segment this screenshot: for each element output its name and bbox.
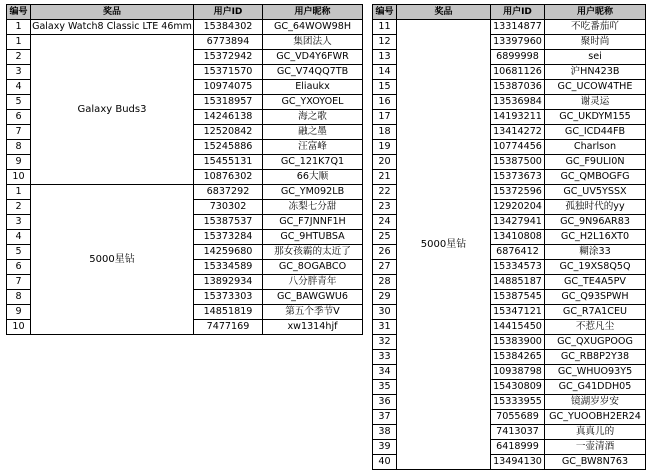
user-id-cell: 15383900 <box>491 335 545 350</box>
prize-cell: Galaxy Buds3 <box>31 35 194 185</box>
nickname-cell: GC_F7JNNF1H <box>263 215 363 230</box>
left-winners-table <box>6 4 363 335</box>
user-id-cell: 14415450 <box>491 320 545 335</box>
nickname-cell: 聚时尚 <box>545 35 646 50</box>
row-number: 32 <box>373 335 397 350</box>
user-id-cell: 12520842 <box>194 125 263 140</box>
nickname-cell: xw1314hjf <box>263 320 363 335</box>
nickname-cell: GC_H2L16XT0 <box>545 230 646 245</box>
nickname-cell: 孤独时代的yy <box>545 200 646 215</box>
nickname-cell: GC_121K7Q1 <box>263 155 363 170</box>
header-no: 编号 <box>7 5 31 20</box>
row-number: 38 <box>373 425 397 440</box>
row-number: 25 <box>373 230 397 245</box>
row-number: 6 <box>7 110 31 125</box>
row-number: 36 <box>373 395 397 410</box>
user-id-cell: 15373673 <box>491 170 545 185</box>
user-id-cell: 15384265 <box>491 350 545 365</box>
nickname-cell: GC_QXUGPOOG <box>545 335 646 350</box>
user-id-cell: 7055689 <box>491 410 545 425</box>
row-number: 20 <box>373 155 397 170</box>
row-number: 22 <box>373 185 397 200</box>
nickname-cell: GC_TE4A5PV <box>545 275 646 290</box>
row-number: 8 <box>7 290 31 305</box>
row-number: 33 <box>373 350 397 365</box>
right-header-row <box>373 5 646 20</box>
row-number: 9 <box>7 155 31 170</box>
row-number: 15 <box>373 80 397 95</box>
nickname-cell: GC_UV5YSSX <box>545 185 646 200</box>
row-number: 4 <box>7 80 31 95</box>
nickname-cell: GC_8OGABCO <box>263 260 363 275</box>
row-number: 31 <box>373 320 397 335</box>
nickname-cell: 糊涂33 <box>545 245 646 260</box>
row-number: 7 <box>7 275 31 290</box>
header-no: 编号 <box>373 5 397 20</box>
nickname-cell: GC_YUOOBH2ER24 <box>545 410 646 425</box>
table-row <box>373 20 646 35</box>
user-id-cell: 6876412 <box>491 245 545 260</box>
nickname-cell: GC_YM092LB <box>263 185 363 200</box>
user-id-cell: 15373284 <box>194 230 263 245</box>
nickname-cell: 融之墨 <box>263 125 363 140</box>
nickname-cell: GC_Q93SPWH <box>545 290 646 305</box>
nickname-cell: GC_UCOW4THE <box>545 80 646 95</box>
nickname-cell: 第五个季节V <box>263 305 363 320</box>
user-id-cell: 7413037 <box>491 425 545 440</box>
user-id-cell: 6899998 <box>491 50 545 65</box>
user-id-cell: 14851819 <box>194 305 263 320</box>
user-id-cell: 15372942 <box>194 50 263 65</box>
row-number: 23 <box>373 200 397 215</box>
user-id-cell: 12920204 <box>491 200 545 215</box>
user-id-cell: 13494130 <box>491 455 545 470</box>
nickname-cell: 真真儿的 <box>545 425 646 440</box>
nickname-cell: 冻梨七分甜 <box>263 200 363 215</box>
prize-cell: 5000星钻 <box>397 20 491 470</box>
row-number: 1 <box>7 35 31 50</box>
user-id-cell: 15387500 <box>491 155 545 170</box>
user-id-cell: 10938798 <box>491 365 545 380</box>
nickname-cell: GC_BAWGWU6 <box>263 290 363 305</box>
left-table-body <box>7 20 363 335</box>
nickname-cell: GC_YXOYOEL <box>263 95 363 110</box>
row-number: 28 <box>373 275 397 290</box>
user-id-cell: 14193211 <box>491 110 545 125</box>
user-id-cell: 15334589 <box>194 260 263 275</box>
row-number: 5 <box>7 95 31 110</box>
row-number: 5 <box>7 245 31 260</box>
nickname-cell: 八分胖青年 <box>263 275 363 290</box>
row-number: 24 <box>373 215 397 230</box>
user-id-cell: 15373303 <box>194 290 263 305</box>
row-number: 1 <box>7 185 31 200</box>
row-number: 39 <box>373 440 397 455</box>
row-number: 18 <box>373 125 397 140</box>
nickname-cell: GC_BW8N763 <box>545 455 646 470</box>
nickname-cell: GC_64WOW98H <box>263 20 363 35</box>
row-number: 7 <box>7 125 31 140</box>
header-user-id: 用户ID <box>491 5 545 20</box>
nickname-cell: 谢灵运 <box>545 95 646 110</box>
row-number: 10 <box>7 170 31 185</box>
user-id-cell: 10774456 <box>491 140 545 155</box>
user-id-cell: 730302 <box>194 200 263 215</box>
user-id-cell: 6418999 <box>491 440 545 455</box>
nickname-cell: 66大顺 <box>263 170 363 185</box>
row-number: 10 <box>7 320 31 335</box>
row-number: 2 <box>7 50 31 65</box>
table-row <box>7 20 363 35</box>
row-number: 9 <box>7 305 31 320</box>
user-id-cell: 6837292 <box>194 185 263 200</box>
nickname-cell: GC_UKDYM155 <box>545 110 646 125</box>
user-id-cell: 10681126 <box>491 65 545 80</box>
row-number: 11 <box>373 20 397 35</box>
row-number: 6 <box>7 260 31 275</box>
row-number: 3 <box>7 65 31 80</box>
user-id-cell: 15387537 <box>194 215 263 230</box>
user-id-cell: 15430809 <box>491 380 545 395</box>
nickname-cell: 集团法人 <box>263 35 363 50</box>
nickname-cell: Eliaukx <box>263 80 363 95</box>
row-number: 21 <box>373 170 397 185</box>
left-header-row <box>7 5 363 20</box>
nickname-cell: 不吃番茄吖 <box>545 20 646 35</box>
nickname-cell: 一壶清酒 <box>545 440 646 455</box>
nickname-cell: 沪HN423B <box>545 65 646 80</box>
header-prize: 奖品 <box>31 5 194 20</box>
user-id-cell: 15455131 <box>194 155 263 170</box>
user-id-cell: 7477169 <box>194 320 263 335</box>
row-number: 19 <box>373 140 397 155</box>
user-id-cell: 15334573 <box>491 260 545 275</box>
user-id-cell: 13397960 <box>491 35 545 50</box>
row-number: 26 <box>373 245 397 260</box>
user-id-cell: 15371570 <box>194 65 263 80</box>
nickname-cell: 那女孩霸的太近了 <box>263 245 363 260</box>
user-id-cell: 14885187 <box>491 275 545 290</box>
nickname-cell: GC_ICD44FB <box>545 125 646 140</box>
right-table-body <box>373 20 646 470</box>
nickname-cell: 汪富峰 <box>263 140 363 155</box>
nickname-cell: GC_G41DDH05 <box>545 380 646 395</box>
nickname-cell: GC_R7A1CEU <box>545 305 646 320</box>
nickname-cell: GC_WHUO93Y5 <box>545 365 646 380</box>
prize-cell: Galaxy Watch8 Classic LTE 46mm <box>31 20 194 35</box>
row-number: 8 <box>7 140 31 155</box>
row-number: 35 <box>373 380 397 395</box>
header-nickname: 用户昵称 <box>545 5 646 20</box>
row-number: 40 <box>373 455 397 470</box>
nickname-cell: 不惹凡尘 <box>545 320 646 335</box>
nickname-cell: GC_F9ULI0N <box>545 155 646 170</box>
nickname-cell: 镜湖岁岁安 <box>545 395 646 410</box>
nickname-cell: GC_19XS8Q5Q <box>545 260 646 275</box>
nickname-cell: Charlson <box>545 140 646 155</box>
user-id-cell: 15372596 <box>491 185 545 200</box>
nickname-cell: GC_V74QQ7TB <box>263 65 363 80</box>
nickname-cell: 海之歌 <box>263 110 363 125</box>
user-id-cell: 13314877 <box>491 20 545 35</box>
row-number: 27 <box>373 260 397 275</box>
nickname-cell: GC_VD4Y6FWR <box>263 50 363 65</box>
nickname-cell: GC_9N96AR83 <box>545 215 646 230</box>
row-number: 1 <box>7 20 31 35</box>
row-number: 12 <box>373 35 397 50</box>
user-id-cell: 15245886 <box>194 140 263 155</box>
header-nickname: 用户昵称 <box>263 5 363 20</box>
user-id-cell: 10876302 <box>194 170 263 185</box>
row-number: 17 <box>373 110 397 125</box>
table-row <box>7 185 363 200</box>
header-user-id: 用户ID <box>194 5 263 20</box>
nickname-cell: GC_9HTUBSA <box>263 230 363 245</box>
row-number: 13 <box>373 50 397 65</box>
user-id-cell: 14246138 <box>194 110 263 125</box>
user-id-cell: 6773894 <box>194 35 263 50</box>
user-id-cell: 14259680 <box>194 245 263 260</box>
table-row <box>7 35 363 50</box>
user-id-cell: 15333955 <box>491 395 545 410</box>
row-number: 37 <box>373 410 397 425</box>
row-number: 30 <box>373 305 397 320</box>
user-id-cell: 13536984 <box>491 95 545 110</box>
user-id-cell: 13414272 <box>491 125 545 140</box>
nickname-cell: sei <box>545 50 646 65</box>
row-number: 3 <box>7 215 31 230</box>
row-number: 2 <box>7 200 31 215</box>
right-winners-table <box>372 4 646 470</box>
row-number: 29 <box>373 290 397 305</box>
user-id-cell: 13410808 <box>491 230 545 245</box>
prize-cell: 5000星钻 <box>31 185 194 335</box>
nickname-cell: GC_RB8P2Y38 <box>545 350 646 365</box>
row-number: 16 <box>373 95 397 110</box>
user-id-cell: 15384302 <box>194 20 263 35</box>
nickname-cell: GC_QMBOGFG <box>545 170 646 185</box>
user-id-cell: 13892934 <box>194 275 263 290</box>
user-id-cell: 15387545 <box>491 290 545 305</box>
row-number: 14 <box>373 65 397 80</box>
header-prize: 奖品 <box>397 5 491 20</box>
user-id-cell: 15387036 <box>491 80 545 95</box>
user-id-cell: 10974075 <box>194 80 263 95</box>
user-id-cell: 15347121 <box>491 305 545 320</box>
row-number: 4 <box>7 230 31 245</box>
row-number: 34 <box>373 365 397 380</box>
user-id-cell: 13427941 <box>491 215 545 230</box>
user-id-cell: 15318957 <box>194 95 263 110</box>
